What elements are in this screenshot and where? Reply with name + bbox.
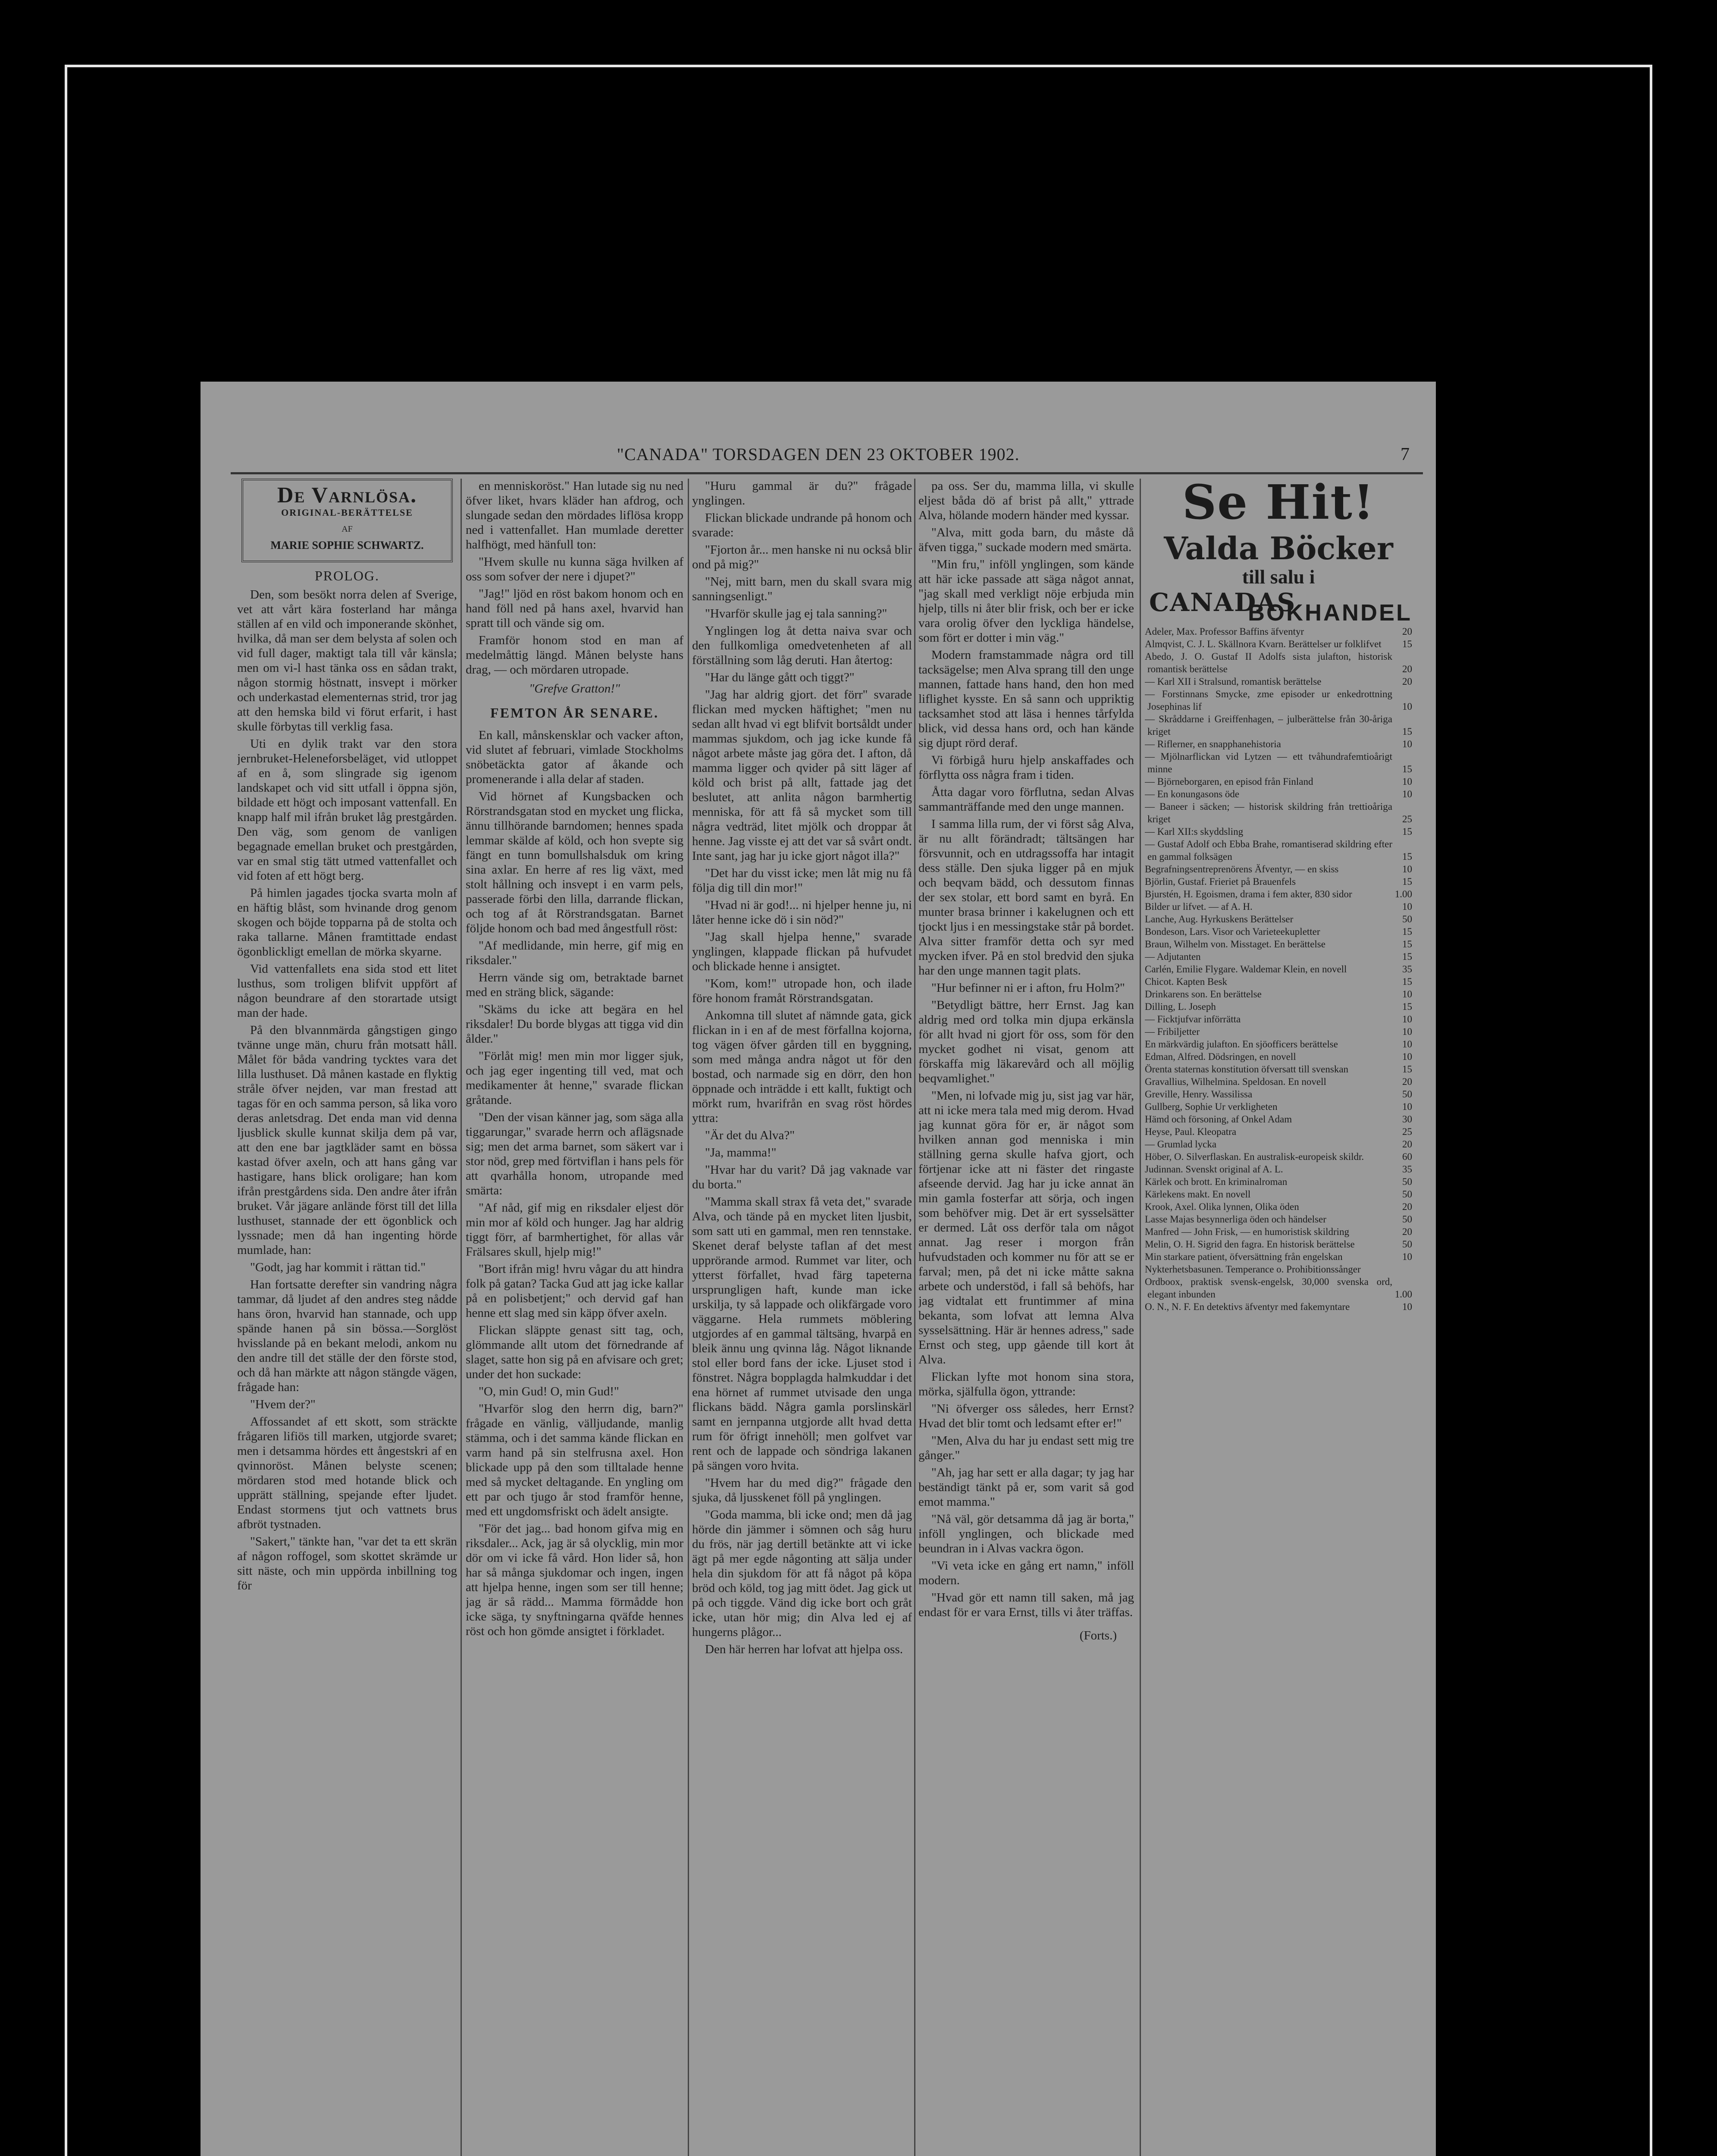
- paragraph: "Är det du Alva?": [705, 1128, 795, 1142]
- book-title: Edman, Alfred. Dödsringen, en novell: [1145, 1051, 1296, 1062]
- paragraph: Flickan släppte genast sitt tag, och, glömmande allt utom det förnedrande af slaget, satte hon sig på en afvisare och gret; under det hon suckade:: [466, 1323, 683, 1381]
- book-price: 20: [1402, 1226, 1412, 1237]
- paragraph: "Hvarför slog den herrn dig, barn?" frågade en vänlig, välljudande, manlig stämma, och i det samma kände flickan en varm hand på sin stelfrusna axel. Hon blickade upp på den som tilltalade henne med så mycket deltagande. En yngling om ett par och tjugo år stod framför henne, med ett ungdomsfriskt och ädelt ansigte.: [466, 1402, 683, 1518]
- col3-text: [692, 479, 912, 1657]
- paragraph: "Alva, mitt goda barn, du måste då äfven tigga," suckade modern med smärta.: [918, 526, 1134, 554]
- bookstore-advertisement: [1145, 479, 1412, 2156]
- book-listing: [1145, 1238, 1412, 1250]
- paragraph: "Förlåt mig! men min mor ligger sjuk, och jag eger ingenting till ved, mat och medikamenter åt henne," svarade flickan gråtande.: [466, 1049, 683, 1107]
- book-title: — En konungasons öde: [1145, 789, 1240, 799]
- book-price: 15: [1402, 851, 1412, 862]
- paragraph: Ynglingen log åt detta naiva svar och den fullkomliga omedvetenheten af all förställning som låg deruti. Han återtog:: [692, 624, 912, 667]
- book-listing: [1145, 1188, 1412, 1200]
- book-listing: [1145, 738, 1412, 750]
- book-title: Hämd och försoning, af Onkel Adam: [1145, 1114, 1292, 1125]
- header-title: "CANADA" TORSDAGEN DEN 23 OKTOBER 1902.: [617, 445, 1020, 464]
- book-listing: [1145, 1063, 1412, 1075]
- paragraph: Vi förbigå huru hjelp anskaffades och förflytta oss några fram i tiden.: [918, 753, 1134, 782]
- header-rule: [231, 472, 1423, 474]
- paragraph: I samma lilla rum, der vi först såg Alva, är nu allt förändradt; tältsängen har försvunnit, och en utdragssoffa har intagit dess ställe. Den sjuka ligger på en mjuk och beqvam bädd, och dessutom finnas der sex stolar, ett bord samt en byrå. En munter brasa brinner i kakelugnen och ett tjockt ljus i en messingstake står på bordet. Alva sitter framför detta och syr med mycken ifver. På en stol bredvid den sjuka har den unge mannen tagit plats.: [918, 817, 1134, 978]
- paragraph: Vid vattenfallets ena sida stod ett litet lusthus, som troligen blifvit uppfört af någon beundrare af den storartade utsigt man der hade.: [237, 962, 457, 1020]
- book-listing: [1145, 688, 1412, 713]
- book-listing: [1145, 1038, 1412, 1050]
- paragraph: Herrn vände sig om, betraktade barnet med en sträng blick, sägande:: [466, 971, 683, 999]
- book-price: 10: [1402, 776, 1412, 787]
- book-price: 15: [1402, 926, 1412, 937]
- book-price: 15: [1402, 726, 1412, 737]
- book-price: 10: [1402, 1026, 1412, 1037]
- book-price: 50: [1402, 1239, 1412, 1250]
- book-title: Krook, Axel. Olika lynnen, Olika öden: [1145, 1201, 1299, 1212]
- col4-text: [918, 479, 1134, 1620]
- book-listing: [1145, 913, 1412, 925]
- paragraph: "Det har du visst icke; men låt mig nu få följa dig till din mor!": [692, 866, 912, 895]
- book-price: 50: [1402, 914, 1412, 924]
- book-title: Begrafningsentreprenörens Äfventyr, — en skiss: [1145, 864, 1339, 874]
- paragraph: Han fortsatte derefter sin vandring några tammar, då ljudet af den andres steg nådde hans öron, hvarvid han stannade, och upp spände hanen på sin bössa.—Sorglöst hvisslande på en bekant melodi, ankom nu den andre till det ställe der den förste stod, och då han märkte att någon stängde vägen, frågade han:: [237, 1278, 457, 1394]
- paragraph: "Har du länge gått och tiggt?": [705, 671, 855, 684]
- continued-note: (Forts.): [1079, 1629, 1117, 1642]
- book-title: Nykterhetsbasunen. Temperance o. Prohibitionssånger: [1145, 1264, 1361, 1275]
- book-price: 10: [1402, 989, 1412, 1000]
- ad-subheadline: Valda Böcker: [1164, 530, 1393, 567]
- book-listing: [1145, 863, 1412, 875]
- book-listing: [1145, 825, 1412, 838]
- book-listing: [1145, 1275, 1412, 1300]
- book-price: 10: [1402, 701, 1412, 712]
- book-title: Gravallius, Wilhelmina. Speldosan. En novell: [1145, 1076, 1326, 1087]
- paragraph: "Hvar har du varit? Då jag vaknade var du borta.": [692, 1163, 912, 1191]
- col2-text-a: [466, 479, 683, 677]
- book-title: Ordboox, praktisk svensk-engelsk, 30,000 svenska ord, elegant inbunden: [1145, 1276, 1392, 1300]
- book-listing: [1145, 638, 1412, 650]
- story-by: AF: [342, 524, 353, 534]
- book-title: Manfred — John Frisk, — en humoristisk skildring: [1145, 1226, 1350, 1237]
- book-price: 60: [1402, 1151, 1412, 1162]
- book-price: 50: [1402, 1176, 1412, 1187]
- book-title: En märkvärdig julafton. En sjöofficers berättelse: [1145, 1039, 1338, 1050]
- page-header: [218, 444, 1419, 466]
- book-listing: [1145, 1013, 1412, 1025]
- book-listing: [1145, 875, 1412, 888]
- book-listing: [1145, 838, 1412, 863]
- book-price: 20: [1402, 626, 1412, 637]
- paragraph: "Af nåd, gif mig en riksdaler eljest dör min mor af köld och hunger. Jag har aldrig tiggt förr, af barmhertighet, för allas vår Frälsares skull, hjelp mig!": [466, 1201, 683, 1259]
- paragraph: "Nej, mitt barn, men du skall svara mig sanningsenligt.": [692, 575, 912, 603]
- paragraph: "Nå väl, gör detsamma då jag är borta," inföll ynglingen, och blickade med beundran in i Alvas vackra ögon.: [918, 1512, 1134, 1555]
- book-title: — Adjutanten: [1145, 951, 1201, 962]
- paragraph: "Men, ni lofvade mig ju, sist jag var här, att ni icke mera tala med mig derom. Hvad jag kunnat göra för er, är något som hvilken annan god menniska i min ställning gerna skulle hafva gjort, och förtjenar icke att ni fäster det ringaste afseende dervid. Jag har ju icke annat än min gamla fosterfar att sörja, och ingen som behöfver mig. Det är ert sysselsätter er dermed. Låt oss derför tala om något annat. Jag reser i morgon från hufvudstaden och kommer nu för att se er farval; men, på det ni icke måtte sakna arbete och understöd, i fall så behöfs, har jag vidtalat ett fruntimmer af mina bekanta, som lofvat att lemna Alva sysselsättning. Här är hennes adress," sade Ernst och steg, upp gående till kort åt Alva.: [918, 1089, 1134, 1366]
- column-3: [692, 479, 912, 2156]
- book-price: 10: [1402, 789, 1412, 799]
- paragraph: Vid hörnet af Kungsbacken och Rörstrandsgatan stod en mycket ung flicka, ännu tillhörande barndomen; hennes spada lemmar skälde af köld, och hon svepte sig fängt en tunn bomullshalsduk om kring sina axlar. En herre af res lig växt, med stolt hållning och insvept i en varm pels, passerade förbi den lilla, darrande flickan, och tog af åt Rörstrandsgatan. Barnet följde honom och bad med ångestfull röst:: [466, 790, 683, 935]
- paragraph: "Fjorton år... men hanske ni nu också blir ond på mig?": [692, 543, 912, 571]
- book-listing: [1145, 1225, 1412, 1238]
- book-title: Kärlekens makt. En novell: [1145, 1189, 1251, 1200]
- book-title: — Skråddarne i Greiffenhagen, – julberättelse från 30-åriga kriget: [1145, 714, 1392, 737]
- column-divider: [914, 479, 915, 2156]
- col1-text: [237, 587, 457, 1593]
- paragraph: pa oss. Ser du, mamma lilla, vi skulle eljest båda dö af brist på allt," yttrade Alva, hölande modern händer med kyssar.: [918, 479, 1134, 522]
- paragraph: "Den der visan känner jag, som säga alla tiggarungar," svarade herrn och aflägsnade sig; men det arma barnet, som säkert var i stor nöd, grep med förtviflan i hans pels för att qvarhålla honom, utropande med smärta:: [466, 1110, 683, 1197]
- paragraph: Den här herren har lofvat att hjelpa oss.: [705, 1642, 903, 1656]
- book-price: 15: [1402, 976, 1412, 987]
- paragraph: Åtta dagar voro förflutna, sedan Alvas sammanträffande med den unge mannen.: [918, 785, 1134, 814]
- book-title: Kärlek och brott. En kriminalroman: [1145, 1176, 1288, 1187]
- book-price: 10: [1402, 1251, 1412, 1262]
- story-author: MARIE SOPHIE SCHWARTZ.: [270, 539, 424, 552]
- book-listing: [1145, 650, 1412, 675]
- book-title: Björlin, Gustaf. Frieriet på Brauenfels: [1145, 876, 1296, 887]
- ad-for-sale: till salu i: [1242, 566, 1315, 588]
- book-listing: [1145, 1300, 1412, 1313]
- paragraph: Flickan lyfte mot honom sina stora, mörka, själfulla ögon, yttrande:: [918, 1370, 1134, 1398]
- paragraph: "Bort ifrån mig! hvru vågar du att hindra folk på gatan? Tacka Gud att jag icke kallar på en polisbetjent;" och dervid gaf han henne ett slag med sin käpp öfver axeln.: [466, 1262, 683, 1320]
- book-title: Chicot. Kapten Besk: [1145, 976, 1227, 987]
- paragraph: "Min fru," inföll ynglingen, som kände att här icke passade att säga något annat, "jag skall med verkligt nöje erbjuda min hjelp, tills ni åter blir frisk, och ber er icke vara orolig öfver den lyckliga händelse, som fört er dotter i min väg.": [918, 558, 1134, 645]
- book-title: — Björneborgaren, en episod från Finland: [1145, 776, 1313, 787]
- ad-store-name: CANADAS: [1149, 588, 1296, 617]
- paragraph: "Hur befinner ni er i afton, fru Holm?": [931, 981, 1125, 995]
- book-title: — Gustaf Adolf och Ebba Brahe, romantiserad skildring efter en gammal folksägen: [1145, 839, 1392, 862]
- book-listing: [1145, 938, 1412, 950]
- book-title: Abedo, J. O. Gustaf II Adolfs sista julafton, historisk romantisk berättelse: [1145, 651, 1392, 674]
- book-title: Melin, O. H. Sigrid den fagra. En historisk berättelse: [1145, 1239, 1355, 1250]
- paragraph: "Men, Alva du har ju endast sett mig tre gånger.": [918, 1434, 1134, 1462]
- book-title: — Fribiljetter: [1145, 1026, 1200, 1037]
- book-price: 25: [1402, 814, 1412, 824]
- book-price: 10: [1402, 901, 1412, 912]
- paragraph: Framför honom stod en man af medelmåttig längd. Månen belyste hans drag, — och mördaren utropade.: [466, 633, 683, 677]
- paragraph: "Hvad gör ett namn till saken, må jag endast för er vara Ernst, tills vi åter träffas.: [918, 1591, 1134, 1619]
- paragraph: En kall, månskensklar och vacker afton, vid slutet af februari, vimlade Stockholms snöbetäckta gator af åkande och promenerande i alla delar af staden.: [466, 728, 683, 786]
- book-price: 20: [1402, 1201, 1412, 1212]
- book-listing: [1145, 1250, 1412, 1263]
- story-title-box: [241, 479, 453, 562]
- prolog-heading: PROLOG.: [314, 568, 379, 583]
- book-price: 15: [1402, 639, 1412, 649]
- section-heading: FEMTON ÅR SENARE.: [490, 705, 659, 721]
- paragraph: "Vi veta icke en gång ert namn," inföll modern.: [918, 1559, 1134, 1587]
- book-title: Braun, Wilhelm von. Misstaget. En berättelse: [1145, 939, 1325, 950]
- book-listing: [1145, 1200, 1412, 1213]
- book-list: [1145, 625, 1412, 1313]
- book-title: Lanche, Aug. Hyrkuskens Berättelser: [1145, 914, 1294, 924]
- paragraph: "Jag skall hjelpa henne," svarade ynglingen, klappade flickan på hufvudet och blickade henne i ansigtet.: [692, 930, 912, 973]
- column-divider: [688, 479, 689, 2156]
- book-title: Lasse Majas besynnerliga öden och händelser: [1145, 1214, 1326, 1225]
- book-title: Heyse, Paul. Kleopatra: [1145, 1126, 1237, 1137]
- col2-text-b: [466, 728, 683, 1639]
- book-title: — Ficktjufvar införrätta: [1145, 1014, 1241, 1025]
- book-price: 20: [1402, 1076, 1412, 1087]
- book-listing: [1145, 800, 1412, 825]
- book-title: Bilder ur lifvet. — af A. H.: [1145, 901, 1253, 912]
- book-price: 15: [1402, 876, 1412, 887]
- book-listing: [1145, 713, 1412, 738]
- story-subtitle: ORIGINAL-BERÄTTELSE: [281, 507, 413, 518]
- book-listing: [1145, 1175, 1412, 1188]
- book-title: Höber, O. Silverflaskan. En australisk-europeisk skildr.: [1145, 1151, 1364, 1162]
- paragraph: På den blvannmärda gångstigen gingo tvänne unge män, churu från motsatt håll. Målet för båda vandring tycktes vara det lilla lusthuset. Då månen kastade en flyktig stråle öfver nejden, var man frestad att tagas för en och samma person, så lika voro deras anletsdrag. Det enda man vid denna ljusblick skulle kunnat skilja dem på var, att den ene bar jagtkläder samt en bössa kastad öfver axeln, och att hans gång var hastigare, hans blick oroligare; han kom ifrån prestgårdens sida. Den andre åter ifrån bruket. Vår jägare anlände först till det lilla lusthuset, stannade der ett ögonblick och lyssnade; men då han ingenting hörde mumlade, han:: [237, 1023, 457, 1257]
- book-title: — Karl XII i Stralsund, romantisk berättelse: [1145, 676, 1322, 687]
- book-price: 20: [1402, 1139, 1412, 1150]
- page-number: 7: [1401, 445, 1410, 464]
- book-title: — Forstinnans Smycke, zme episoder ur enkedrottning Josephinas lif: [1145, 689, 1392, 712]
- book-listing: [1145, 1125, 1412, 1138]
- book-title: — Mjölnarflickan vid Lytzen — ett tvåhundrafemtioårigt minne: [1145, 751, 1392, 774]
- paragraph: "Sakert," tänkte han, "var det ta ett skrän af någon roffogel, som skottet skrämde ur sitt näste, och min uppörda inbillning tog för: [237, 1535, 457, 1592]
- book-title: Carlén, Emilie Flygare. Waldemar Klein, en novell: [1145, 964, 1347, 975]
- paragraph: "Ah, jag har sett er alla dagar; ty jag har beständigt tänkt på er, som varit så god emot mamma.": [918, 1466, 1134, 1509]
- book-price: 15: [1402, 951, 1412, 962]
- book-title: Bondeson, Lars. Visor och Varieteekupletter: [1145, 926, 1320, 937]
- book-listing: [1145, 900, 1412, 913]
- book-title: Dilling, L. Joseph: [1145, 1001, 1216, 1012]
- book-price: 50: [1402, 1214, 1412, 1225]
- paragraph: "Goda mamma, bli icke ond; men då jag hörde din jämmer i sömnen och såg huru du frös, när jag dertill betänkte att vi icke ägt på mer egde någonting att sälja under hela din sjukdom för att få något på köpa bröd och köld, tog jag mitt ödet. Jag gick ut på och tiggde. Vänd dig icke bort och gråt icke, utan hör mig; din Alva led ej af hungerns plågor...: [692, 1508, 912, 1639]
- book-title: O. N., N. F. En detektivs äfventyr med fakemyntare: [1145, 1301, 1350, 1312]
- book-title: Adeler, Max. Professor Baffins äfventyr: [1145, 626, 1304, 637]
- book-price: 10: [1402, 739, 1412, 749]
- book-title: Almqvist, C. J. L. Skällnora Kvarn. Berättelser ur folklifvet: [1145, 639, 1382, 649]
- book-title: Min starkare patient, öfversättning från engelskan: [1145, 1251, 1343, 1262]
- book-listing: [1145, 1025, 1412, 1038]
- column-divider: [1140, 479, 1141, 2156]
- book-title: Gullberg, Sophie Ur verkligheten: [1145, 1101, 1278, 1112]
- book-listing: [1145, 1050, 1412, 1063]
- book-listing: [1145, 1075, 1412, 1088]
- book-price: 15: [1402, 764, 1412, 774]
- book-title: — Riflerner, en snapphanehistoria: [1145, 739, 1281, 749]
- book-title: — Baneer i säcken; — historisk skildring från trettioåriga kriget: [1145, 801, 1392, 824]
- book-title: — Grumlad lycka: [1145, 1139, 1217, 1150]
- book-price: 15: [1402, 1001, 1412, 1012]
- book-listing: [1145, 1163, 1412, 1175]
- book-price: 35: [1402, 964, 1412, 975]
- paragraph: "Ja, mamma!": [705, 1146, 777, 1159]
- book-listing: [1145, 625, 1412, 638]
- book-listing: [1145, 1100, 1412, 1113]
- book-price: 30: [1402, 1114, 1412, 1125]
- book-price: 10: [1402, 1301, 1412, 1312]
- paragraph: Ankomna till slutet af nämnde gata, gick flickan in i en af de mest förfallna kojorna, tog vägen öfver gården till en byggning, som med många andra något ut för den bostad, och narmade sig en dörr, den hon öppnade och inträdde i ett kallt, fuktigt och mörkt rum, hvarifrån en svag röst hördes yttra:: [692, 1009, 912, 1125]
- column-2: [466, 479, 683, 2156]
- paragraph: "Hvem der?": [250, 1398, 316, 1411]
- paragraph: "Hvem skulle nu kunna säga hvilken af oss som sofver der nere i djupet?": [466, 555, 683, 583]
- book-listing: [1145, 975, 1412, 988]
- book-listing: [1145, 1263, 1412, 1275]
- book-price: 1.00: [1394, 889, 1412, 899]
- book-listing: [1145, 750, 1412, 775]
- book-price: 35: [1402, 1164, 1412, 1175]
- book-title: Örenta staternas konstitution öfversatt till svenskan: [1145, 1064, 1349, 1075]
- ad-headline: Se Hit!: [1182, 479, 1375, 530]
- paragraph: "Hvem har du med dig?" frågade den sjuka, då ljusskenet föll på ynglingen.: [692, 1476, 912, 1504]
- column-4: [918, 479, 1134, 2156]
- paragraph: "Skäms du icke att begära en hel riksdaler! Du borde blygas att tigga vid din ålder.": [466, 1003, 683, 1046]
- book-listing: [1145, 775, 1412, 788]
- paragraph: Uti en dylik trakt var den stora jernbruket-Heleneforsbeläget, vid utloppet af en å, som slingrade sig igenom landskapet och vid sitt utfall i öppna sjön, bildade ett högt och imposant vattenfall. En knapp half mil ifrån bruket låg prestgården. Den väg, som genom de vanligen begagnade emellan bruket och prestgården, var en smal stig tätt utmed vattenfallet och vid foten af ett högt berg.: [237, 737, 457, 883]
- paragraph: "Godt, jag har kommit i rättan tid.": [250, 1260, 426, 1274]
- paragraph: "Af medlidande, min herre, gif mig en riksdaler.": [466, 939, 683, 967]
- paragraph: "Jag har aldrig gjort. det förr" svarade flickan med mycken häftighet; "men nu sedan allt hvad vi egt blifvit bortsåldt under mammas sjukdom, och jag icke kunde få något arbete måste jag göra det. I afton, då mamma ligger och qvider på sitt läger af köld och brist på allt, fattade jag det beslutet, att anlita någon barmhertig menniska, för att få så mycket som till några vedträd, litet mjölk och droppar åt henne. Jag visste ej att det var så svårt ondt. Inte sant, jag har ju icke gjort något illa?": [692, 688, 912, 863]
- book-price: 50: [1402, 1089, 1412, 1100]
- book-price: 10: [1402, 864, 1412, 874]
- book-price: 15: [1402, 939, 1412, 950]
- paragraph: På himlen jagades tjocka svarta moln af en häftig blåst, som hvinande drog genom skogen och böjde topparna på de stolta och raka tallarne. Månen framtittade endast ögonblickligt emellan de mörka skyarne.: [237, 886, 457, 959]
- book-price: 20: [1402, 664, 1412, 674]
- book-listing: [1145, 988, 1412, 1000]
- paragraph: "Kom, kom!" utropade hon, och ilade före honom framåt Rörstrandsgatan.: [692, 977, 912, 1005]
- paragraph: "Huru gammal är du?" frågade ynglingen.: [692, 479, 912, 508]
- book-listing: [1145, 1150, 1412, 1163]
- paragraph: "Ni öfverger oss således, herr Ernst? Hvad det blir tomt och ledsamt efter er!": [918, 1402, 1134, 1430]
- book-listing: [1145, 888, 1412, 900]
- book-price: 10: [1402, 1039, 1412, 1050]
- book-title: Drinkarens son. En berättelse: [1145, 989, 1262, 1000]
- book-price: 20: [1402, 676, 1412, 687]
- book-price: 25: [1402, 1126, 1412, 1137]
- book-price: 1.00: [1394, 1289, 1412, 1300]
- book-price: 15: [1402, 826, 1412, 837]
- paragraph: "Mamma skall strax få veta det," svarade Alva, och tände på en mycket liten ljusbit, som satt uti en gammal, men ren tennstake. Skenet deraf belyste taflan af det mest upprörande armod. Rummet var liter, och ytterst förfallet, hvad färg tapeterna ursprungligen haft, kunde man icke urskilja, ty så lappade och olikfärgade voro väggarne. Hela rummets möblering utgjordes af en gammal tältsäng, hvarpå en bleik ännu ung qvinna låg. Något liknande stol eller bord fans der icke. Ljuset stod i fönstret. Några bopplagda halmkuddar i det ena hörnet af rummet utvisade den unga flickans bädd. Några gamla porslinskärl samt en jernpanna utgjorde allt hvad detta rum för öfrigt innehöll; men golfvet var rent och de lappade och söndriga lakanen på sängen voro hvita.: [692, 1195, 912, 1473]
- paragraph: "O, min Gud! O, min Gud!": [479, 1385, 619, 1398]
- book-listing: [1145, 1113, 1412, 1125]
- signature-line: "Grefve Gratton!": [529, 682, 620, 696]
- book-title: Judinnan. Svenskt original af A. L.: [1145, 1164, 1283, 1175]
- newspaper-page: [201, 382, 1436, 2156]
- paragraph: "Hvarför skulle jag ej tala sanning?": [705, 607, 887, 620]
- book-listing: [1145, 1088, 1412, 1100]
- book-price: 50: [1402, 1189, 1412, 1200]
- book-listing: [1145, 788, 1412, 800]
- paragraph: en menniskoröst." Han lutade sig nu ned öfver liket, hvars kläder han afdrog, och slungade sedan den mördades liflösa kropp ned i vattenfallet. Han mumlade deretter halfhögt, med hänfull ton:: [466, 479, 683, 552]
- column-divider: [461, 479, 462, 2156]
- book-title: — Karl XII:s skyddsling: [1145, 826, 1244, 837]
- book-price: 15: [1402, 1064, 1412, 1075]
- book-price: 10: [1402, 1014, 1412, 1025]
- ad-store-type: BOKHANDEL: [1248, 600, 1412, 626]
- paragraph: "För det jag... bad honom gifva mig en riksdaler... Ack, jag är så olycklig, min mor dör om vi icke få vård. Hon lider så, hon har så många sjukdomar och ingen, ingen att hjelpa henne, ingen som ser till henne; jag är så rädd... Mamma förmådde hon icke säga, ty snyftningarna qväfde hennes röst och hon gömde ansigtet i förkladet.: [466, 1522, 683, 1638]
- paragraph: Flickan blickade undrande på honom och svarade:: [692, 511, 912, 539]
- paragraph: "Jag!" ljöd en röst bakom honom och en hand föll ned på hans axel, hvarvid han spratt till och vände sig om.: [466, 587, 683, 630]
- book-title: Greville, Henry. Wassilissa: [1145, 1089, 1253, 1100]
- story-title: De Varnlösa.: [277, 483, 417, 508]
- book-listing: [1145, 1000, 1412, 1013]
- book-title: Bjurstén, H. Egoismen, drama i fem akter, 830 sidor: [1145, 889, 1352, 899]
- paragraph: "Betydligt bättre, herr Ernst. Jag kan aldrig med ord tolka min djupa erkänsla för allt hvad ni gjort för oss, som för den mycket godhet ni visat, genom att förskaffa mig läkarevård och all möjlig beqvamlighet.": [918, 998, 1134, 1085]
- column-1: [237, 479, 457, 2156]
- paragraph: Affossandet af ett skott, som sträckte frågaren lifiös till marken, utgjorde svaret; men i detsamma hördes ett ångestskri af en qvinnoröst. Månen belyste scenen; mördaren stod med hotande blick och upprätt ställning, spejande efter ljudet. Endast stormens tjut och vattnets brus afbröt tystnaden.: [237, 1415, 457, 1531]
- book-listing: [1145, 925, 1412, 938]
- paragraph: "Hvad ni är god!... ni hjelper henne ju, ni låter henne icke dö i sin nöd?": [692, 898, 912, 927]
- paragraph: Modern framstammade några ord till tacksägelse; men Alva sprang till den unge mannen, fattade hans hand, den hon med liflighet kysste. En så sann och uppriktig tacksamhet stod att läsa i hennes tårfylda blick, vid dessa hans ord, och han kände sig djupt rörd deraf.: [918, 648, 1134, 750]
- book-price: 10: [1402, 1051, 1412, 1062]
- book-listing: [1145, 1213, 1412, 1225]
- book-listing: [1145, 675, 1412, 688]
- book-listing: [1145, 1138, 1412, 1150]
- book-price: 10: [1402, 1101, 1412, 1112]
- book-listing: [1145, 950, 1412, 963]
- book-listing: [1145, 963, 1412, 975]
- paragraph: Den, som besökt norra delen af Sverige, vet att vårt kära fosterland har många ställen af en vild och imponerande skönhet, hvilka, då man ser dem belysta af solen och vid full dager, maktigt tala till vår känsla; men om vi-l hast tänka oss en sådan trakt, någon stormig höstnatt, insvept i mörker och underkastad elementernas strid, tror jag att den hemska bild vi förut erfarit, i hast skulle förbytas till verklig fasa.: [237, 588, 457, 733]
